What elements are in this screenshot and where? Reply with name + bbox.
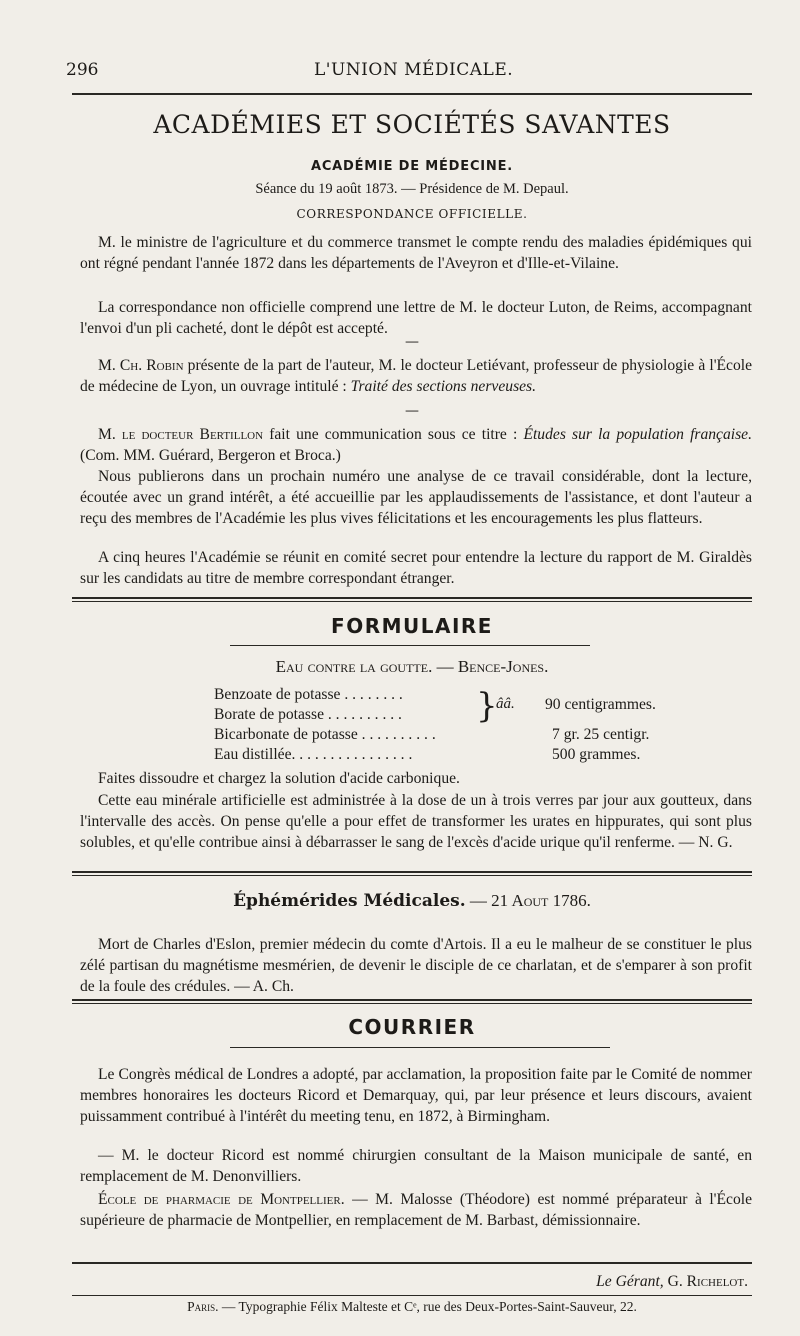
malosse-text: — M. Malosse (Théodore) est nommé préparateur à l'École supérieure de pharmacie de Montpellier, en remplacement de M. Barbast, démissionnaire. (80, 1191, 752, 1229)
name-bertillon: M. le docteur Bertillon (98, 426, 264, 443)
running-title: L'UNION MÉDICALE. (314, 60, 514, 80)
section-rule (72, 871, 752, 873)
paragraph-dissoudre: Faites dissoudre et chargez la solution d'acide carbonique. (98, 770, 460, 787)
gerant-name: G. Richelot. (663, 1273, 748, 1290)
book-title: Traité des sections nerveuses. (350, 378, 537, 395)
ingredient-eau: Eau distillée. . . . . . . . . . . . . . . . (214, 746, 413, 763)
seance-line: Séance du 19 août 1873. — Présidence de M. Depaul. (255, 181, 569, 197)
section-rule (72, 597, 752, 599)
name-robin: M. Ch. Robin (98, 357, 184, 374)
paragraph-analysis: Nous publierons dans un prochain numéro une analyse de ce travail considérable, dont la lecture, écoutée avec un grand intérêt, a été accueillie par les applaudissements de l'assistance, et dont l'auteur a reçu des membres de l'Académie les plus vives félicitations et les encouragements les plus flatteurs. (80, 468, 752, 527)
ephemerides-date: — 21 Aout 1786. (465, 891, 591, 910)
imprint-city: Paris. (187, 1299, 219, 1314)
academy-subtitle: ACADÉMIE DE MÉDECINE. (310, 159, 514, 174)
aa-label: ââ. (496, 696, 515, 712)
paragraph-eau-minerale: Cette eau minérale artificielle est administrée à la dose de un à trois verres par jour aux goutteux, dans l'intervalle des accès. On pense qu'elle a pour effet de transformer les urates en hippurates, qui sont plus solubles, et qu'elle contribue ainsi à débarrasser le sang de l'excès d'acide urique qu'il renferme. — N. G. (80, 792, 752, 851)
section-title-courrier: COURRIER (348, 1015, 476, 1039)
imprint-line (72, 1299, 752, 1315)
paragraph-eslon: Mort de Charles d'Eslon, premier médecin du comte d'Artois. Il a eu le malheur de se constituer le plus zélé partisan du magnétisme mesmérien, de devenir le disciple de ce charlatan, et de s'emparer à son profit de la foule des crédules. — A. Ch. (80, 936, 752, 995)
ephemerides-heading (72, 891, 752, 911)
brace: } (476, 686, 498, 726)
imprint-text: — Typographie Félix Malteste et Cᵉ, rue des Deux-Portes-Saint-Sauveur, 22. (218, 1299, 637, 1314)
title-underline (230, 1047, 610, 1048)
ingredient-bicarbonate: Bicarbonate de potasse . . . . . . . . . . (214, 726, 436, 743)
robin-text: présente de la part de l'auteur, M. le docteur Letiévant, professeur de physiologie à l'École de médecine de Lyon, un ouvrage intitulé : (80, 357, 753, 395)
communication-title: Études sur la population française. (523, 426, 752, 443)
amount-aa: 90 centigrammes. (545, 696, 656, 713)
separator-dash: — (405, 334, 419, 350)
bertillon-text: fait une communication sous ce titre : (263, 426, 524, 443)
section-title-formulaire: FORMULAIRE (331, 614, 493, 638)
separator-dash: — (405, 403, 419, 419)
section-rule (72, 875, 752, 876)
section-rule (72, 601, 752, 602)
paragraph-comite: A cinq heures l'Académie se réunit en comité secret pour entendre la lecture du rapport de M. Giraldès sur les candidats au titre de membre correspondant étranger. (80, 549, 752, 587)
paragraph-montpellier (80, 1189, 752, 1231)
ingredient-benzoate: Benzoate de potasse . . . . . . . . (214, 686, 403, 703)
paragraph-ricord: — M. le docteur Ricord est nommé chirurgien consultant de la Maison municipale de santé, en remplacement de M. Denonvilliers. (80, 1147, 752, 1185)
ecole-heading: École de pharmacie de Montpellier. (98, 1191, 345, 1208)
paragraph-robin (80, 355, 752, 397)
paragraph-ministre: M. le ministre de l'agriculture et du commerce transmet le compte rendu des maladies épidémiques qui ont régné pendant l'année 1872 dans les départements de l'Aveyron et d'Ille-et-Vilaine. (80, 234, 752, 272)
section-rule (72, 1003, 752, 1004)
paragraph-correspondance: La correspondance non officielle comprend une lettre de M. le docteur Luton, de Reims, accompagnant l'envoi d'un pli cacheté, dont le dépôt est accepté. (80, 299, 752, 337)
header-rule (72, 93, 752, 95)
recipe-title: Eau contre la goutte. — Bence-Jones. (275, 657, 549, 676)
paragraph-bertillon (80, 424, 752, 466)
amount-eau: 500 grammes. (552, 746, 641, 763)
ephemerides-title: Éphémérides Médicales. (233, 891, 466, 911)
correspondence-heading: CORRESPONDANCE OFFICIELLE. (296, 207, 528, 221)
commission-note: (Com. MM. Guérard, Bergeron et Broca.) (80, 447, 341, 464)
ingredient-borate: Borate de potasse . . . . . . . . . . (214, 706, 402, 723)
section-rule (72, 999, 752, 1001)
gerant-signature (596, 1273, 748, 1291)
amount-bicarbonate: 7 gr. 25 centigr. (552, 726, 650, 743)
title-underline (230, 645, 590, 646)
imprint-rule (72, 1295, 752, 1296)
gerant-label: Le Gérant, (596, 1273, 664, 1290)
footer-rule (72, 1262, 752, 1264)
section-title-academies: ACADÉMIES ET SOCIÉTÉS SAVANTES (153, 110, 671, 139)
paragraph-congres: Le Congrès médical de Londres a adopté, par acclamation, la proposition faite par le Comité de nommer membres honoraires les docteurs Ricord et Demarquay, qui, par leur présence et leurs discours, avaient puissamment contribué à l'intérêt du meeting tenu, en 1872, à Birmingham. (80, 1066, 752, 1125)
page-number: 296 (66, 60, 99, 80)
